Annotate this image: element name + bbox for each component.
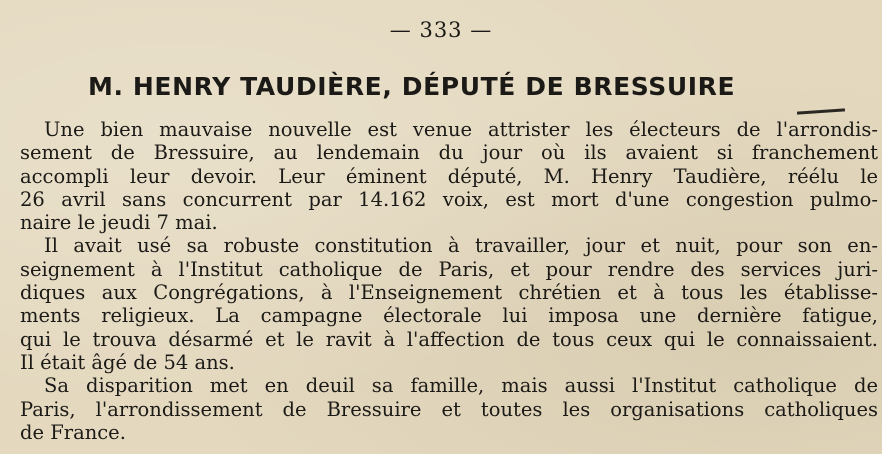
text-line: Une bien mauvaise nouvelle est venue attrister les électeurs de l'arrondis- [44, 118, 878, 141]
text-line: Il était âgé de 54 ans. [20, 350, 235, 374]
text-line: de France. [20, 420, 126, 444]
text-line: seignement à l'Institut catholique de Paris, et pour rendre des services juri- [20, 257, 878, 281]
article-body [20, 118, 878, 444]
text-line: ments religieux. La campagne électorale lui imposa une dernière fatigue, [20, 304, 878, 328]
article-headline: M. HENRY TAUDIÈRE, DÉPUTÉ DE BRESSUIRE [88, 72, 736, 101]
text-line: Paris, l'arrondissement de Bressuire et toutes les organisations catholiques [20, 397, 878, 421]
text-line: Il avait usé sa robuste constitution à travailler, jour et nuit, pour son en- [44, 234, 878, 258]
text-line: 26 avril sans concurrent par 14.162 voix, est mort d'une congestion pulmo- [20, 187, 878, 211]
text-line: diques aux Congrégations, à l'Enseignement chrétien et à tous les établisse- [20, 281, 878, 305]
page-number: — 333 — [389, 18, 493, 42]
text-line: naire le jeudi 7 mai. [20, 211, 218, 235]
text-line: Sa disparition met en deuil sa famille, mais aussi l'Institut catholique de [44, 374, 878, 398]
paragraph-3 [20, 374, 878, 444]
text-line: qui le trouva désarmé et le ravit à l'affection de tous ceux qui le connaissaient. [20, 327, 878, 351]
text-line: sement de Bressuire, au lendemain du jour où ils avaient si franchement [20, 141, 878, 165]
paragraph-1 [20, 118, 878, 234]
headline-underline [797, 108, 845, 114]
paragraph-2 [20, 234, 878, 374]
text-line: accompli leur devoir. Leur éminent député, M. Henry Taudière, réélu le [20, 164, 878, 188]
